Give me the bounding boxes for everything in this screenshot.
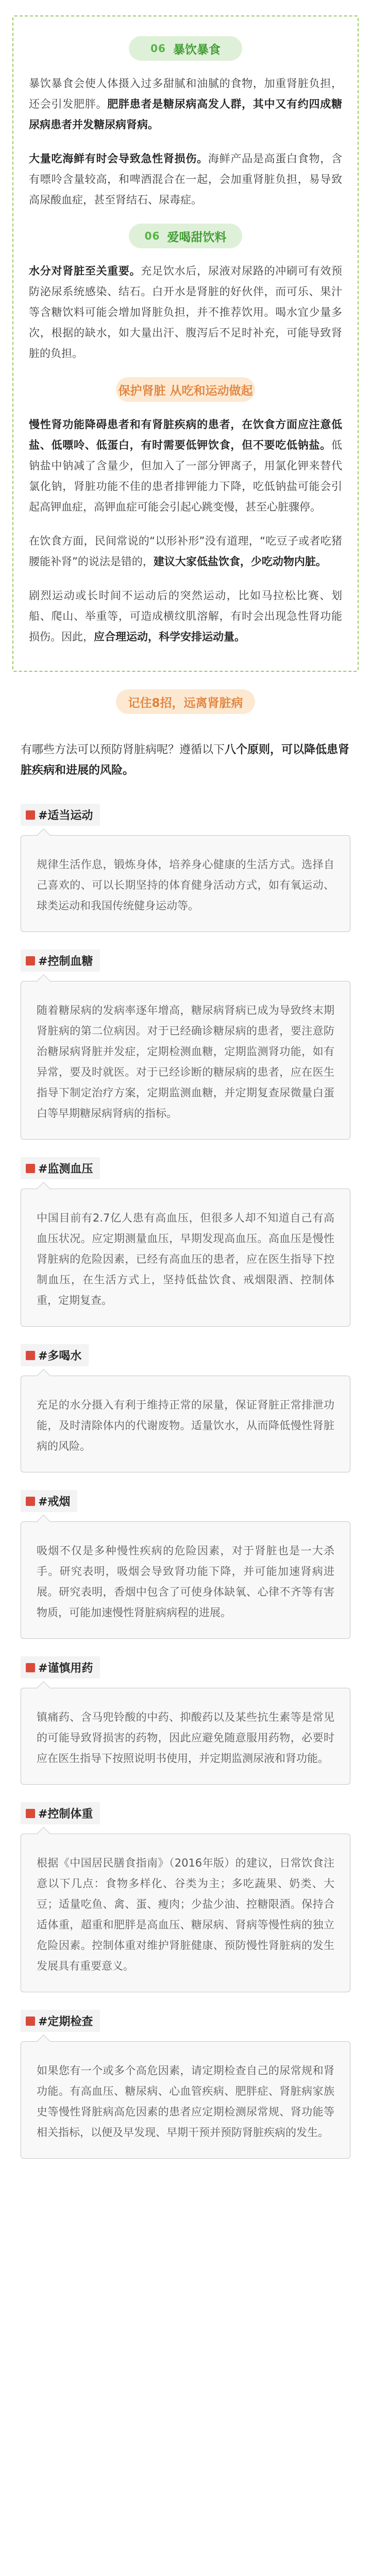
tip-title: #监测血压 bbox=[38, 1163, 93, 1176]
red-square-icon bbox=[26, 1663, 35, 1672]
tip-text: 随着糖尿病的发病率逐年增高，糖尿病肾病已成为导致终末期肾脏病的第二位病因。对于已经确诊糖尿病的患者，要注意防治糖尿病肾脏并发症，定期检测血糖，定期监测肾功能，如有异常，要及时就医。对于已经诊断的糖尿病的患者，应在医生指导下制定治疗方案，定期监测血糖，并定期复查尿微量白蛋白等早期糖尿病肾病的指标。 bbox=[37, 1004, 334, 1120]
tip-content-box bbox=[21, 1521, 350, 1639]
tip-title: #定期检查 bbox=[38, 2015, 93, 2028]
red-square-icon bbox=[26, 1164, 35, 1173]
tip-tag bbox=[21, 2010, 100, 2032]
section-heading bbox=[129, 224, 242, 248]
section-block bbox=[29, 36, 342, 210]
paragraph-tail: 海鲜产品是高蛋白食物，含有嘌呤含量较高，和啤酒混合在一起，会加重肾脏负担，易导致高尿酸血症，甚至肾结石、尿毒症。 bbox=[29, 152, 343, 206]
tip-content-box bbox=[21, 1834, 350, 1992]
tip-text: 镇痛药、含马兜铃酸的中药、抑酸药以及某些抗生素等是常见的可能导致肾损害的药物，因此应避免随意服用药物，必要时应在医生指导下按照说明书使用，并定期监测尿液和肾功能。 bbox=[37, 1711, 334, 1765]
tips-card bbox=[12, 15, 359, 672]
tip-title: #控制血糖 bbox=[38, 955, 93, 968]
tip-text: 中国目前有2.7亿人患有高血压，但很多人却不知道自己有高血压状况。应定期测量血压，早期发现高血压。高血压是慢性肾脏病的危险因素，已经有高血压的患者，应在医生指导下控制血压，在生活方式上，坚持低盐饮食、戒烟限酒、控制体重，定期复查。 bbox=[37, 1212, 334, 1307]
section-paragraph bbox=[29, 414, 342, 517]
tip-text: 充足的水分摄入有利于维持正常的尿量，保证肾脏正常排泄功能，及时清除体内的代谢废物。适量饮水，从而降低慢性肾脏病的风险。 bbox=[37, 1399, 334, 1452]
intro-heading-title: 记住8招，远离肾脏病 bbox=[128, 696, 243, 710]
red-square-icon bbox=[26, 2016, 35, 2026]
tip-title: #戒烟 bbox=[38, 1496, 71, 1509]
tip-tag bbox=[21, 1157, 100, 1179]
red-square-icon bbox=[26, 956, 35, 965]
paragraph-tail: 低钠盐中钠减了含量少，但加入了一部分钾离子，用氯化钾来替代氯化钠，肾脏功能不佳的患者排钾能力下降，吃低钠盐可能会引起高钾血症，高钾血症可能会引起心跳变慢，甚至心脏骤停。 bbox=[29, 439, 342, 513]
intro-bold: 八个原则，可以降低患肾脏疾病和进展的风险。 bbox=[21, 743, 350, 777]
tip-content-box bbox=[21, 1688, 350, 1785]
tip-tag bbox=[21, 1802, 100, 1824]
section-paragraph bbox=[29, 148, 342, 210]
tip-tag bbox=[21, 1656, 100, 1679]
section-number: 06 bbox=[150, 42, 166, 55]
paragraph-bold: 水分对肾脏至关重要。 bbox=[29, 265, 141, 277]
tip-block bbox=[21, 1157, 350, 1327]
red-square-icon bbox=[26, 1497, 35, 1506]
tip-title: #适当运动 bbox=[38, 809, 93, 822]
section-paragraph bbox=[29, 73, 342, 135]
tip-block bbox=[21, 2010, 350, 2159]
section-number: 06 bbox=[144, 230, 160, 242]
paragraph-plain: 剧烈运动或长时间不运动后的突然运动，比如马拉松比赛、划船、爬山、举重等，可造成横纹肌溶解，有时会出现急性肾功能损伤。因此， bbox=[29, 589, 342, 643]
tip-content-box bbox=[21, 1189, 350, 1327]
intro-paragraph bbox=[0, 726, 371, 786]
tip-title: #控制体重 bbox=[38, 1808, 93, 1821]
tip-block bbox=[21, 804, 350, 932]
tip-block bbox=[21, 1490, 350, 1639]
red-square-icon bbox=[26, 1809, 35, 1818]
intro-plain: 有哪些方法可以预防肾脏病呢？遵循以下 bbox=[21, 743, 225, 756]
section-block bbox=[29, 224, 342, 364]
tip-content-box bbox=[21, 1376, 350, 1472]
paragraph-bold: 应合理运动，科学安排运动量。 bbox=[94, 631, 245, 643]
section-paragraph bbox=[29, 531, 342, 572]
tip-block bbox=[21, 1802, 350, 1992]
paragraph-plain: 暴饮暴食会使人体摄入过多甜腻和油腻的食物，加重肾脏负担，还会引发肥胖。 bbox=[29, 77, 342, 110]
paragraph-plain: 在饮食方面，民间常说的“以形补形”没有道理，“吃豆子或者吃猪腰能补肾”的说法是错的， bbox=[29, 535, 342, 568]
section-title: 暴饮暴食 bbox=[173, 43, 221, 57]
tips-list bbox=[0, 804, 371, 2159]
paragraph-bold: 慢性肾功能降碍患者和有肾脏疾病的患者，在饮食方面应注意低盐、低嘌呤、低蛋白，有时需要低钾饮食，但不要吃低钠盐。 bbox=[29, 418, 342, 451]
tip-text: 如果您有一个或多个高危因素，请定期检查自己的尿常规和肾功能。有高血压、糖尿病、心血管疾病、肥胖症、肾脏病家族史等慢性肾脏病高危因素的患者应定期检测尿常规、肾功能等相关指标，以便及早发现、早期干预并预防肾脏疾病的发生。 bbox=[37, 2064, 334, 2139]
section-title: 保护肾脏 从吃和运动做起 bbox=[118, 384, 253, 398]
intro-heading bbox=[116, 689, 255, 714]
tip-tag bbox=[21, 804, 100, 826]
tip-content-box bbox=[21, 835, 350, 932]
tip-tag bbox=[21, 1490, 77, 1512]
tip-block bbox=[21, 1344, 350, 1472]
section-paragraph bbox=[29, 261, 342, 364]
paragraph-bold: 肥胖患者是糖尿病高发人群，其中又有约四成糖尿病患者并发糖尿病肾病。 bbox=[29, 98, 343, 131]
paragraph-bold: 大量吃海鲜有时会导致急性肾损伤。 bbox=[29, 152, 208, 165]
section-paragraph bbox=[29, 585, 342, 647]
paragraph-bold: 建议大家低盐饮食，少吃动物内脏。 bbox=[153, 555, 327, 568]
section-heading bbox=[116, 377, 255, 402]
tip-text: 根据《中国居民膳食指南》（2016年版）的建议，日常饮食注意以下几点：食物多样化、谷类为主；多吃蔬果、奶类、大豆；适量吃鱼、禽、蛋、瘦肉；少盐少油、控糖限酒。保持合适体重，超重和肥胖是高血压、糖尿病、肾病等慢性病的独立危险因素。控制体重对维护肾脏健康、预防慢性肾脏病的发生发展具有重要意义。 bbox=[37, 1857, 334, 1972]
tip-block bbox=[21, 950, 350, 1140]
tip-text: 规律生活作息，锻炼身体，培养身心健康的生活方式。选择自己喜欢的、可以长期坚持的体育健身活动方式，如有氧运动、球类运动和我国传统健身运动等。 bbox=[37, 858, 334, 912]
tip-title: #谨慎用药 bbox=[38, 1662, 93, 1675]
red-square-icon bbox=[26, 810, 35, 820]
sections-container bbox=[29, 36, 342, 647]
section-title: 爱喝甜饮料 bbox=[167, 230, 227, 244]
red-square-icon bbox=[26, 1351, 35, 1360]
tip-content-box bbox=[21, 981, 350, 1140]
paragraph-tail: 充足饮水后，尿液对尿路的冲刷可有效预防泌尿系统感染、结石。白开水是肾脏的好伙伴，而可乐、果汁等含糖饮料可能会增加肾脏负担，并不推荐饮用。喝水宜少量多次，根据的缺水，如大量出汗、腹泻后不足时补充，可能导致肾脏的负担。 bbox=[29, 265, 343, 360]
tip-tag bbox=[21, 950, 100, 972]
tip-text: 吸烟不仅是多种慢性疾病的危险因素，对于肾脏也是一大杀手。研究表明，吸烟会导致肾功能下降，并可能加速肾病进展。研究表明，香烟中包含了可使身体缺氧、心律不齐等有害物质，可能加速慢性肾脏病病程的进展。 bbox=[37, 1545, 334, 1619]
tip-tag bbox=[21, 1344, 89, 1366]
section-heading bbox=[129, 36, 242, 61]
tip-content-box bbox=[21, 2041, 350, 2159]
tip-block bbox=[21, 1656, 350, 1785]
section-block bbox=[29, 377, 342, 647]
tip-title: #多喝水 bbox=[38, 1350, 82, 1363]
